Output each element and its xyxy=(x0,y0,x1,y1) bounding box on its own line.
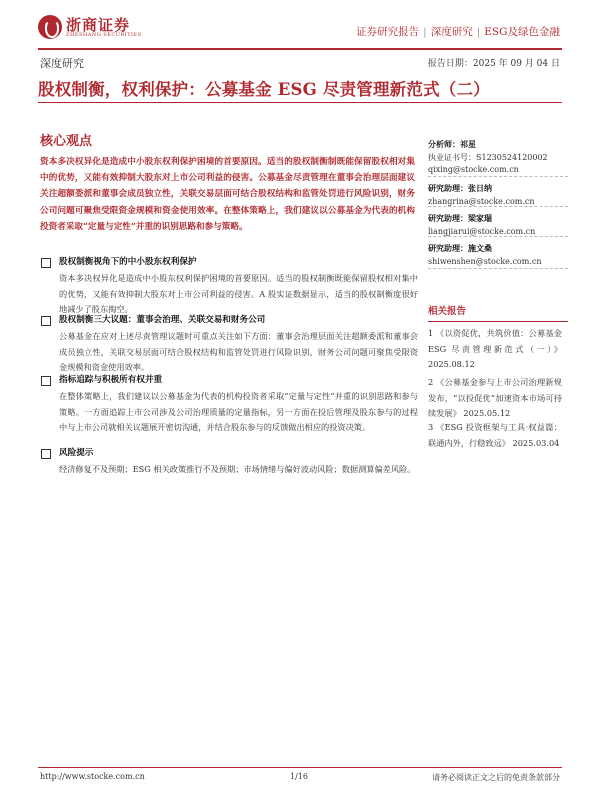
title-divider xyxy=(38,102,562,103)
analyst-email[interactable]: qixing@stocke.com.cn xyxy=(428,165,519,174)
related-divider xyxy=(428,321,568,322)
related-title: 《以资促优，共筑价值：公募基金 ESG 尽责管理新范式（一）》 xyxy=(428,328,562,354)
bullet-title xyxy=(40,313,418,327)
assistant-card xyxy=(428,212,568,238)
bullet-section xyxy=(40,313,418,376)
analyst-line xyxy=(428,138,568,152)
bullet-title-text: 股权制衡视角下的中小股东权利保护 xyxy=(59,257,197,267)
footer-url[interactable]: http://www.stocke.com.cn xyxy=(40,772,145,781)
section-heading: 核心观点 xyxy=(40,134,93,149)
footer-divider xyxy=(38,767,562,768)
assistant-email[interactable]: liangjiarui@stocke.com.cn xyxy=(428,226,536,236)
assistant-card xyxy=(428,242,568,268)
analyst-name: 祁星 xyxy=(460,139,476,149)
checkbox-icon xyxy=(41,376,51,386)
assistant-card xyxy=(428,182,568,208)
page-title: 股权制衡，权利保护：公募基金 ESG 尽责管理新范式（二） xyxy=(38,80,490,99)
assistant-email[interactable]: shiwenshen@stocke.com.cn xyxy=(428,256,542,266)
related-report-item[interactable] xyxy=(428,375,562,422)
assistant-name: 施文桑 xyxy=(468,243,492,253)
analyst-cert: 执业证书号：S1230524120002 xyxy=(428,152,548,162)
assistant-role: 研究助理： xyxy=(428,213,468,223)
bullet-section xyxy=(40,255,418,318)
bullet-body: 在整体策略上，我们建议以公募基金为代表的机构投资者采取“定量与定性”并重的识别思路和参与策略。一方面追踪上市公司涉及公司治理质量的定量指标，另一方面在投后管理及股东参与的过程中与上市公司就相关议题展开密切沟通，并结合股东参与的反馈做出相应的投资决策。 xyxy=(59,391,418,432)
bullet-body: 公募基金在应对上述尽责管理议题时可重点关注如下方面：董事会治理层面关注超额委派和董事会成员独立性，关联交易层面可结合股权结构和监管处罚进行风险识别，财务公司问题可聚焦受限资金规模和资金使用效率。 xyxy=(59,331,418,372)
nav-deep-research: 深度研究 xyxy=(430,26,473,38)
assistant-name: 梁家瑞 xyxy=(468,213,492,223)
nav-research-report: 证券研究报告 xyxy=(356,26,420,38)
related-num: 1 xyxy=(428,328,434,338)
assistant-email[interactable]: zhangrina@stocke.com.cn xyxy=(428,196,535,206)
report-date-value: 2025 年 09 月 04 日 xyxy=(472,59,560,69)
checkbox-icon xyxy=(41,258,51,268)
related-title: 《公募基金参与上市公司治理新规发布，“以投促优”加速资本市场可持续发展》 xyxy=(428,377,562,418)
related-report-item[interactable] xyxy=(428,326,562,373)
assistant-role: 研究助理： xyxy=(428,243,468,253)
related-date: 2025.03.04 xyxy=(512,437,560,448)
assistant-line xyxy=(428,182,568,196)
related-date: 2025.08.12 xyxy=(428,359,475,369)
assistant-role: 研究助理： xyxy=(428,183,468,193)
related-num: 3 xyxy=(428,422,434,432)
analyst-card xyxy=(428,138,568,177)
footer-disclaimer: 请务必阅读正文之后的免责条款部分 xyxy=(432,773,560,782)
related-reports-heading: 相关报告 xyxy=(428,306,467,317)
bullet-title-text: 股权制衡三大议题：董事会治理、关联交易和财务公司 xyxy=(59,315,266,325)
report-date-label: 报告日期： xyxy=(427,59,473,69)
report-date xyxy=(428,56,560,69)
sidebar-divider xyxy=(428,268,568,269)
bullet-body: 资本多决权异化是造成中小股东权利保护困境的首要原因。适当的股权制衡既能保留股权相对集中的优势，又能有效抑制大股东对上市公司利益的侵害。A 股实证数据显示，适当的股权制衡度很好地减少了股东掏空。 xyxy=(59,273,418,314)
bullet-title xyxy=(40,255,418,269)
checkbox-icon xyxy=(41,449,51,459)
related-num: 2 xyxy=(428,377,434,387)
checkbox-icon xyxy=(41,316,51,326)
logo-text: 浙商证券 xyxy=(66,16,131,34)
sidebar-divider xyxy=(428,236,568,237)
assistant-name: 张日纳 xyxy=(468,183,492,193)
related-title: 《ESG 投资框架与工具·权益篇：联通内外，行稳致远》 xyxy=(428,422,562,448)
header-nav: 证券研究报告 | 深度研究 | ESG及绿色金融 xyxy=(356,26,560,38)
bullet-title xyxy=(40,373,418,387)
logo-mark-icon xyxy=(38,15,62,39)
assistant-line xyxy=(428,212,568,226)
doc-type: 深度研究 xyxy=(40,57,84,70)
bullet-body: 经济修复不及预期；ESG 相关政策推行不及预期；市场情绪与偏好波动风险；数据测算偏差风险。 xyxy=(59,464,416,474)
company-logo xyxy=(38,14,148,44)
assistant-line xyxy=(428,242,568,256)
nav-esg: ESG及绿色金融 xyxy=(484,26,560,38)
page-number: 1/16 xyxy=(290,772,308,781)
logo-subtext: ZHESHANG SECURITIES xyxy=(66,32,142,38)
sidebar-divider xyxy=(428,176,568,177)
bullet-section xyxy=(40,373,418,436)
sidebar-divider xyxy=(428,206,568,207)
header-divider xyxy=(38,48,562,50)
analyst-role: 分析师： xyxy=(428,139,460,149)
bullet-title xyxy=(40,446,418,460)
related-report-item[interactable] xyxy=(428,420,562,451)
related-date: 2025.05.12 xyxy=(463,408,511,418)
bullet-section xyxy=(40,446,418,478)
bullet-title-text: 指标追踪与积极所有权并重 xyxy=(59,375,163,385)
bullet-title-text: 风险提示 xyxy=(59,448,94,458)
core-summary: 资本多决权异化是造成中小股东权利保护困境的首要原因。适当的股权制衡制既能保留股权相对集中的优势，又能有效抑制大股东对上市公司利益的侵害。公募基金尽责管理在董事会治理层面建议关注超额委派和董事会成员独立性，关联交易层面可结合股权结构和监管处罚进行风险识别，财务公司问题可聚焦受限资金规模和资金使用效率。在整体策略上，我们建议以公募基金为代表的机构投资者采取“定量与定性”并重的识别思路和参与策略。 xyxy=(40,157,415,232)
